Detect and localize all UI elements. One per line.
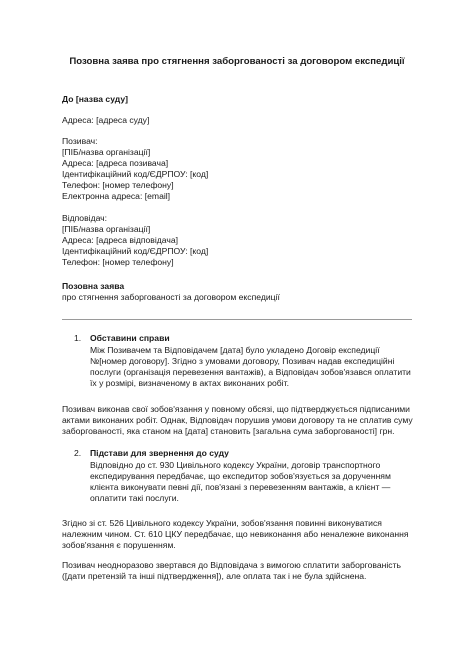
court-to: До [назва суду] xyxy=(62,94,128,104)
section-line: №[номер договору]. Згідно з умовами договору, Позивач надав експедиційні xyxy=(90,356,395,366)
paragraph-line: актами виконаних робіт. Однак, Відповідач порушив умови договору та не сплатив суму xyxy=(62,415,413,425)
paragraph xyxy=(62,518,409,551)
paragraph-line: належним чином. Ст. 610 ЦКУ передбачає, що невиконання або неналежне виконання xyxy=(62,529,409,539)
defendant-line: [ПІБ/назва організації] xyxy=(62,224,151,234)
court-address: Адреса: [адреса суду] xyxy=(62,115,150,125)
plaintiff-block xyxy=(62,136,208,202)
claim-heading: Позовна заява xyxy=(62,281,125,291)
paragraph-line: Згідно зі ст. 526 Цивільного кодексу України, зобов'язання повинні виконуватися xyxy=(62,518,382,528)
plaintiff-heading: Позивач: xyxy=(62,136,98,146)
defendant-line: Ідентифікаційний код/ЄДРПОУ: [код] xyxy=(62,246,209,256)
defendant-block xyxy=(62,213,208,268)
section-heading: Обставини справи xyxy=(90,333,170,343)
paragraph xyxy=(62,404,413,437)
section-line: клієнта виконувати певні дії, пов'язані з перевезенням вантажів, а клієнт — xyxy=(90,482,391,492)
defendant-heading: Відповідач: xyxy=(62,213,108,223)
section-number: 1. xyxy=(74,333,82,343)
plaintiff-line: Адреса: [адреса позивача] xyxy=(62,158,169,168)
claim-subheading: про стягнення заборгованості за договором експедиції xyxy=(62,292,280,302)
plaintiff-line: Електронна адреса: [email] xyxy=(62,191,171,201)
section-line: їх у розмірі, визначеному в актах виконаних робіт. xyxy=(90,378,289,388)
defendant-line: Телефон: [номер телефону] xyxy=(62,257,174,267)
section-heading: Підстави для звернення до суду xyxy=(90,448,229,458)
section-line: оплатити такі послуги. xyxy=(90,493,179,503)
divider xyxy=(62,319,412,320)
section-body xyxy=(90,345,411,389)
paragraph-line: Позивач неодноразово звертався до Відповідача з вимогою сплатити заборгованість xyxy=(62,560,401,570)
paragraph-line: ([дати претензій та інші підтвердження]), але оплата так і не була здійснена. xyxy=(62,571,367,581)
section-line: послуги (організація перевезення вантажів), а Відповідач зобов'язався оплатити xyxy=(90,367,411,377)
defendant-line: Адреса: [адреса відповідача] xyxy=(62,235,179,245)
section-line: Відповідно до ст. 930 Цивільного кодексу України, договір транспортного xyxy=(90,460,381,470)
plaintiff-line: Ідентифікаційний код/ЄДРПОУ: [код] xyxy=(62,169,209,179)
section-number: 2. xyxy=(74,448,82,458)
paragraph-line: зобов'язання є порушенням. xyxy=(62,540,176,550)
paragraph-line: Позивач виконав свої зобов'язання у повному обсязі, що підтверджується підписаними xyxy=(62,404,410,414)
section-line: експедирування передбачає, що експедитор зобов'язується за дорученням xyxy=(90,471,391,481)
section-body xyxy=(90,460,391,504)
paragraph xyxy=(62,560,401,582)
document-title: Позовна заява про стягнення заборгованості за договором експедиції xyxy=(69,56,405,67)
section-line: Між Позивачем та Відповідачем [дата] було укладено Договір експедиції xyxy=(90,345,380,355)
plaintiff-line: [ПІБ/назва організації] xyxy=(62,147,151,157)
paragraph-line: заборгованості, яка станом на [дата] становить [загальна сума заборгованості] грн. xyxy=(62,426,395,436)
plaintiff-line: Телефон: [номер телефону] xyxy=(62,180,174,190)
